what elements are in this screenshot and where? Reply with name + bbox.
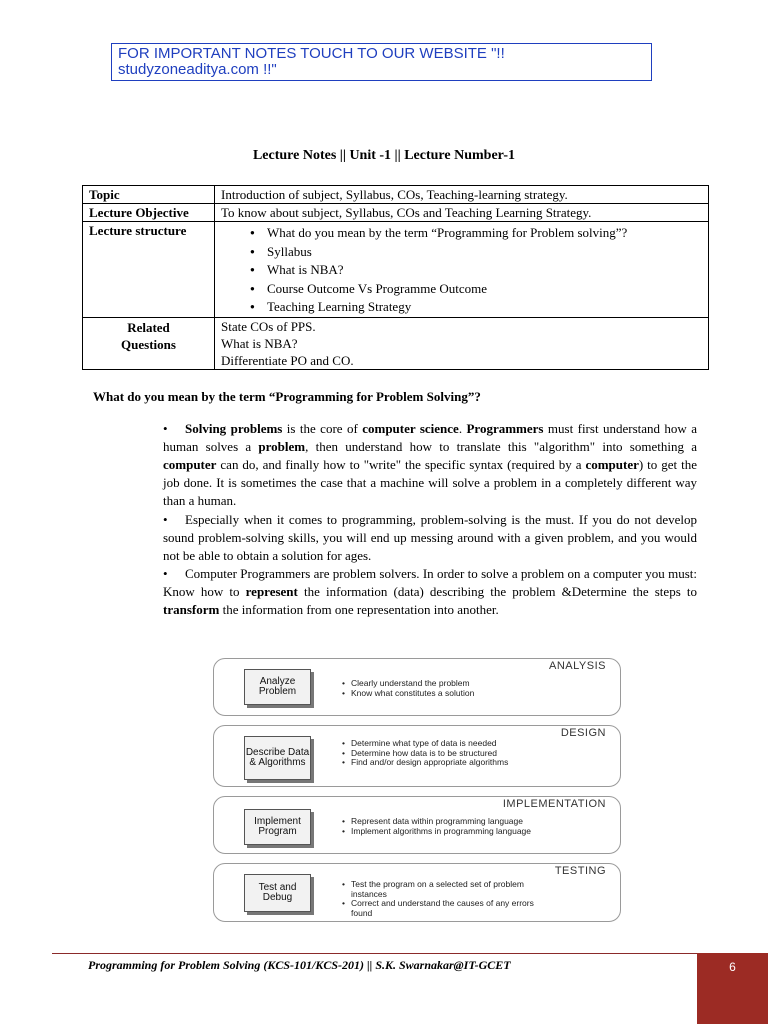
list-item: ● Course Outcome Vs Programme Outcome xyxy=(267,280,702,299)
stage-points xyxy=(342,817,531,836)
list-item: ● Teaching Learning Strategy xyxy=(267,298,702,317)
bold-text: transform xyxy=(163,602,220,617)
topic-value: Introduction of subject, Syllabus, COs, Teaching-learning strategy. xyxy=(215,186,709,204)
stage-title: TESTING xyxy=(554,865,606,877)
related-question: State COs of PPS. xyxy=(221,318,316,334)
related-question: What is NBA? xyxy=(221,335,298,351)
page-number: 6 xyxy=(697,953,768,1024)
stage-points xyxy=(342,679,474,698)
related-label-line-1: Related xyxy=(127,319,170,335)
list-item: ● Syllabus xyxy=(267,243,702,262)
stage-title: IMPLEMENTATION xyxy=(502,798,606,810)
list-item: • Determine how data is to be structured xyxy=(342,749,508,759)
text: can do, and finally how to "write" the specific syntax (required by a xyxy=(216,457,586,472)
stage-points xyxy=(342,739,508,768)
related-label xyxy=(83,317,215,369)
bold-text: computer xyxy=(163,457,217,472)
text: . xyxy=(458,421,467,436)
stage-box: Analyze Problem xyxy=(244,669,311,705)
lecture-info-table xyxy=(82,185,709,370)
stage-testing xyxy=(213,863,621,922)
stage-title: DESIGN xyxy=(560,727,606,739)
section-heading: What do you mean by the term “Programming for Problem Solving”? xyxy=(93,389,481,404)
lecture-title: Lecture Notes || Unit -1 || Lecture Number-1 xyxy=(252,148,516,163)
topic-label: Topic xyxy=(83,186,215,204)
stage-box: Implement Program xyxy=(244,809,311,845)
paragraph-3 xyxy=(163,565,697,619)
structure-value xyxy=(215,222,709,318)
text: must first understand how a human solves a xyxy=(163,421,698,454)
list-item: • Test the program on a selected set of problem instances xyxy=(342,880,542,899)
structure-list xyxy=(221,224,702,317)
text: ) to get the job done. It is sometimes the case that a machine will solve a problem in a completely different way than a human. xyxy=(163,457,697,508)
stage-analysis xyxy=(213,658,621,716)
bold-text: Programmers xyxy=(466,421,544,436)
table-row-topic xyxy=(83,186,709,204)
text: Especially when it comes to programming, problem-solving is the must. If you do not develop sound problem-solving skills, you will end up messing around with a given problem, and you would not be able to obtain a solution for ages. xyxy=(163,512,697,563)
stage-design xyxy=(213,725,621,787)
related-question: Differentiate PO and CO. xyxy=(221,352,354,368)
list-item: • Correct and understand the causes of any errors found xyxy=(342,899,542,918)
text: the information (data) describing the problem &Determine the steps to xyxy=(297,584,697,599)
paragraph-2 xyxy=(163,511,697,565)
bullet-icon: • xyxy=(163,512,168,527)
banner-line-2: studyzoneaditya.com !!" xyxy=(118,61,277,78)
stage-title: ANALYSIS xyxy=(549,660,606,672)
related-label-line-2: Questions xyxy=(121,336,176,352)
bold-text: computer xyxy=(585,457,639,472)
paragraph-1 xyxy=(163,420,697,510)
objective-value: To know about subject, Syllabus, COs and Teaching Learning Strategy. xyxy=(215,204,709,222)
list-item: • Know what constitutes a solution xyxy=(342,689,474,699)
footer-text: Programming for Problem Solving (KCS-101/KCS-201) || S.K. Swarnakar@IT-GCET xyxy=(88,958,511,972)
related-value xyxy=(215,317,709,369)
list-item: ● What do you mean by the term “Programming for Problem solving”? xyxy=(267,224,702,243)
table-row-related xyxy=(83,317,709,369)
stage-box: Test and Debug xyxy=(244,874,311,912)
list-item: • Find and/or design appropriate algorithms xyxy=(342,758,508,768)
text: Computer Programmers are problem solvers. In order to solve a problem on a computer you must: Know how to xyxy=(163,566,697,599)
banner-line-1: FOR IMPORTANT NOTES TOUCH TO OUR WEBSITE "!! xyxy=(118,45,505,62)
text: is the core of xyxy=(282,421,363,436)
website-banner[interactable] xyxy=(111,43,652,81)
bullet-icon: • xyxy=(163,566,168,581)
list-item: • Represent data within programming language xyxy=(342,817,531,827)
footer-divider xyxy=(52,953,697,954)
bold-text: computer science xyxy=(362,421,459,436)
table-row-objective xyxy=(83,204,709,222)
table-row-structure xyxy=(83,222,709,318)
bold-text: represent xyxy=(245,584,298,599)
list-item: • Implement algorithms in programming language xyxy=(342,827,531,837)
bullet-icon: • xyxy=(163,421,168,436)
list-item: • Determine what type of data is needed xyxy=(342,739,508,749)
bold-text: Solving problems xyxy=(185,421,283,436)
stage-implementation xyxy=(213,796,621,854)
bold-text: problem xyxy=(258,439,306,454)
list-item: • Clearly understand the problem xyxy=(342,679,474,689)
problem-solving-flow-diagram xyxy=(213,658,623,922)
stage-box: Describe Data & Algorithms xyxy=(244,736,311,780)
list-item: ● What is NBA? xyxy=(267,261,702,280)
text: , then understand how to translate this "algorithm" into something a xyxy=(305,439,697,454)
objective-label: Lecture Objective xyxy=(83,204,215,222)
structure-label: Lecture structure xyxy=(83,222,215,318)
text: the information from one representation into another. xyxy=(219,602,499,617)
stage-points xyxy=(342,880,542,918)
